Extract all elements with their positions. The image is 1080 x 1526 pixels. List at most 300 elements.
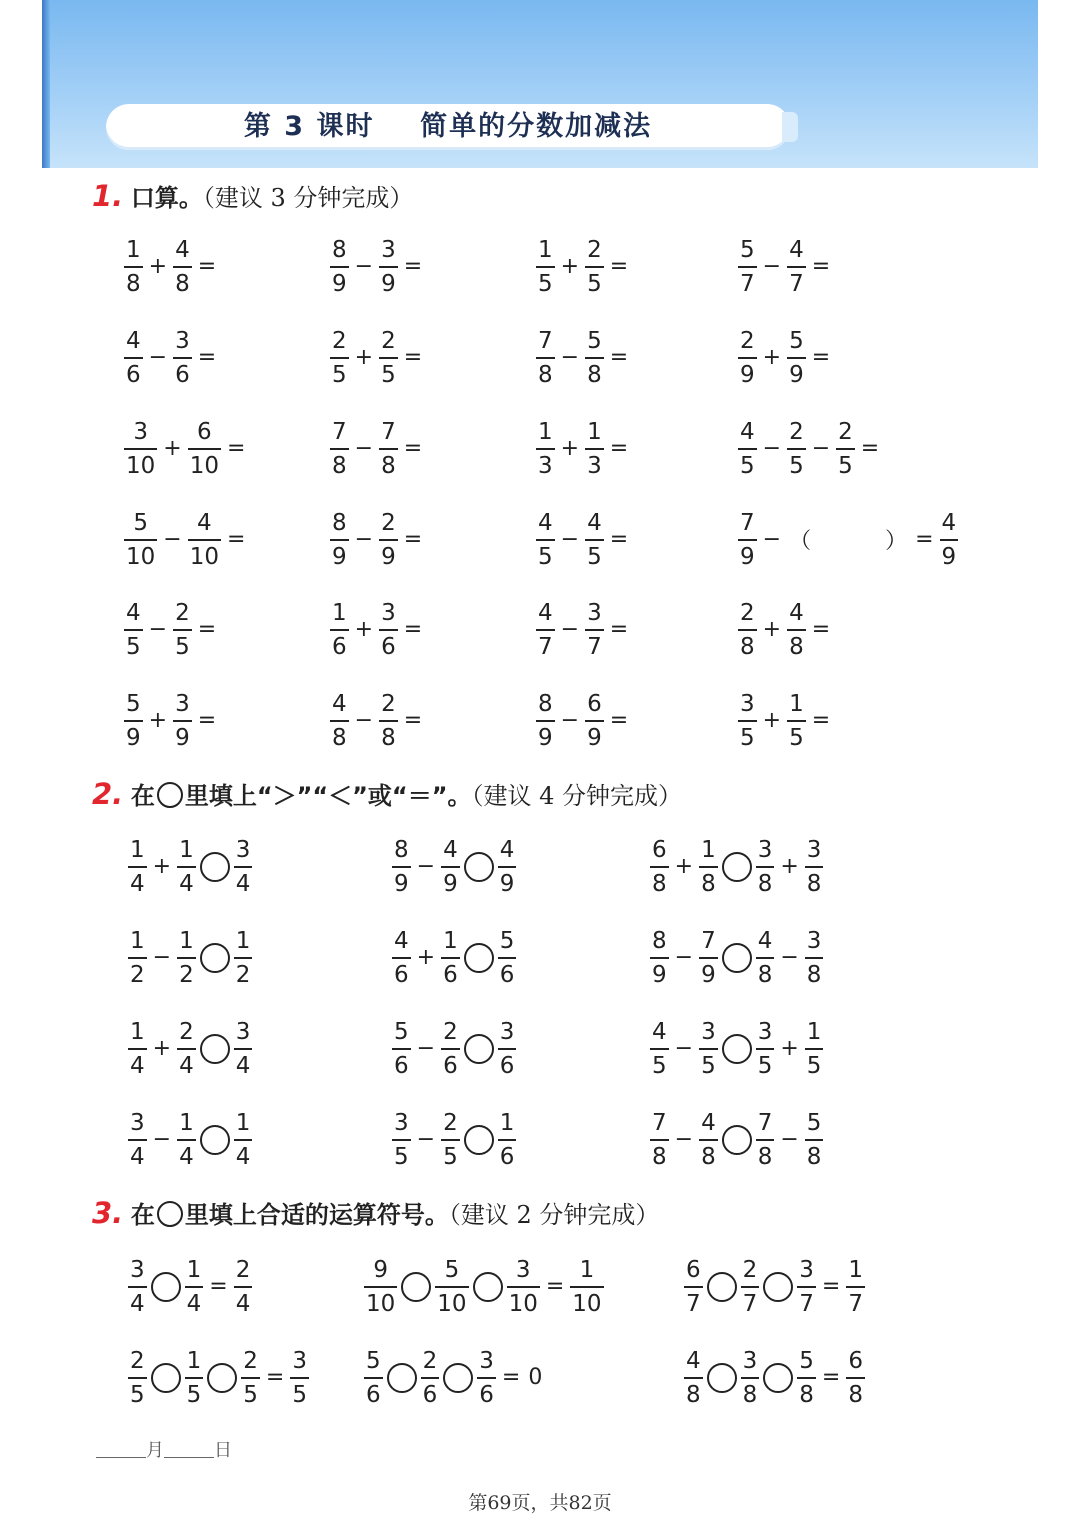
denominator: 10 [189,452,219,479]
numerator: 6 [686,1257,701,1283]
fraction-bar [441,1139,460,1141]
denominator: 6 [499,1052,515,1079]
numerator: 1 [538,419,553,445]
fraction-bar [741,1286,760,1288]
section-3-title-before: 在 [130,1201,155,1229]
denominator: 5 [538,270,553,297]
denominator: 8 [757,1143,773,1170]
denominator: 10 [366,1290,396,1317]
numerator: 2 [332,328,347,354]
fraction-bar [536,720,555,722]
numerator: 2 [740,328,755,354]
denominator: 5 [243,1381,258,1408]
operator: + [762,708,782,734]
fraction [496,1109,519,1171]
fraction [122,599,145,661]
compare-circle-0[interactable] [464,943,494,973]
fraction-bar [738,629,757,631]
fraction [328,690,351,752]
fraction-bar [392,1139,411,1141]
fraction-bar [379,629,398,631]
compare-circle-0[interactable] [200,943,230,973]
numerator: 1 [538,237,553,263]
fraction-bar [805,957,824,959]
fraction [433,1256,470,1318]
fraction [126,1018,149,1080]
denominator: 8 [740,633,755,660]
fraction-bar [738,357,757,359]
fraction-bar [234,1139,253,1141]
operator: − [148,617,168,643]
fraction-bar [330,539,349,541]
operator-circle-0[interactable] [707,1363,737,1393]
numerator: 1 [499,1110,515,1136]
denominator: 5 [740,452,755,479]
fraction-bar [787,357,806,359]
fraction [126,927,149,989]
operator-circle-1[interactable] [207,1363,237,1393]
fraction-bar [330,720,349,722]
numerator: 7 [381,419,396,445]
fraction-bar [234,957,253,959]
fraction [803,927,826,989]
denominator: 7 [799,1290,814,1317]
fraction [583,509,606,571]
operator-circle-0[interactable] [707,1272,737,1302]
fraction [754,836,777,898]
numerator: 3 [479,1348,494,1374]
denominator: 9 [740,361,755,388]
fraction-bar [536,539,555,541]
fraction [175,927,198,989]
fraction [232,836,255,898]
numerator: 5 [799,1348,814,1374]
denominator: 4 [235,1052,251,1079]
fraction [697,836,720,898]
equals-sign: = [811,254,831,280]
numerator: 1 [186,1257,202,1283]
problem-1-1-1 [122,236,220,298]
compare-circle-0[interactable] [200,1034,230,1064]
fraction-bar [787,266,806,268]
problem-3-2-3 [682,1347,867,1409]
operator: （ [789,529,812,555]
numerator: 7 [757,1110,773,1136]
denominator: 9 [652,961,667,988]
operator: + [674,854,694,880]
problem-2-4-3 [648,1109,825,1171]
fraction-bar [797,1377,816,1379]
problem-1-6-2 [328,690,426,752]
fraction-bar [392,1048,411,1050]
fraction [439,1018,462,1080]
compare-circle-0[interactable] [722,1125,752,1155]
fraction-bar [477,1377,496,1379]
fraction [648,1109,671,1171]
fraction-bar [185,1377,204,1379]
numerator: 2 [381,328,396,354]
fraction [648,836,671,898]
lesson-title: 第 3 课时 简单的分数加减法 [243,111,653,142]
numerator: 5 [366,1348,381,1374]
denominator: 6 [422,1381,438,1408]
denominator: 8 [652,870,667,897]
compare-circle-0[interactable] [200,852,230,882]
operator-circle-1[interactable] [763,1272,793,1302]
fraction [785,418,808,480]
problem-2-4-2 [390,1109,518,1171]
equals-sign: = [501,1365,521,1391]
fraction [171,599,194,661]
numerator: 9 [373,1257,388,1283]
answer-circle-icon [157,782,183,808]
operator: − [560,617,580,643]
fraction [377,509,400,571]
denominator: 4 [235,870,251,897]
month-blank[interactable] [96,1439,146,1458]
fraction-bar [124,629,143,631]
operator-circle-1[interactable] [443,1363,473,1393]
denominator: 9 [789,361,804,388]
numerator: 3 [806,928,822,954]
fraction [390,1109,413,1171]
denominator: 4 [179,870,194,897]
fraction-bar [128,1377,147,1379]
operator: − [354,708,374,734]
numerator: 4 [701,1110,716,1136]
compare-circle-0[interactable] [464,852,494,882]
fraction [328,327,351,389]
problem-3-1-3 [682,1256,867,1318]
operator-circle-1[interactable] [473,1272,503,1302]
fraction [239,1347,262,1409]
compare-circle-0[interactable] [722,943,752,973]
denominator: 5 [587,543,602,570]
denominator: 7 [740,270,755,297]
compare-circle-0[interactable] [722,852,752,882]
fraction [183,1347,206,1409]
problem-2-3-1 [126,1018,254,1080]
problem-1-2-3 [534,327,632,389]
fraction-bar [699,1139,718,1141]
numerator: 1 [848,1257,863,1283]
denominator: 8 [806,1143,822,1170]
problem-2-1-2 [390,836,518,898]
denominator: 6 [175,361,190,388]
fraction [390,927,413,989]
fraction [834,418,857,480]
equals-sign: = [609,617,629,643]
numerator: 6 [197,419,212,445]
denominator: 4 [235,1290,251,1317]
fraction [126,1256,149,1318]
problem-3-2-1 [126,1347,311,1409]
denominator: 8 [757,961,773,988]
numerator: 3 [175,691,190,717]
numerator: 8 [538,691,553,717]
numerator: 3 [235,1019,251,1045]
numerator: 3 [130,1257,145,1283]
denominator: 5 [806,1052,822,1079]
fraction [328,599,351,661]
problem-2-2-1 [126,927,254,989]
denominator: 4 [130,870,145,897]
equals-sign: = [821,1365,841,1391]
equals-sign: = [209,1274,228,1300]
fraction-bar [330,629,349,631]
fraction-bar [392,957,411,959]
fraction [736,418,759,480]
equals-sign: = [403,436,423,462]
denominator: 4 [179,1143,194,1170]
numerator: 4 [499,837,515,863]
fraction-bar [330,266,349,268]
fraction [377,236,400,298]
operator: − [152,945,172,971]
section-2-number: 2. [92,777,124,811]
numerator: 4 [789,600,804,626]
section-2-title-after: 里填上“＞”“＜”或“＝”。 [184,782,472,810]
numerator: 1 [235,928,251,954]
fraction-bar [787,629,806,631]
denominator: 5 [175,633,190,660]
fraction-bar [756,866,775,868]
fraction [122,236,145,298]
operator: − [762,254,782,280]
denominator: 9 [394,870,409,897]
numerator: 8 [332,510,347,536]
fraction [377,418,400,480]
numerator: 5 [394,1019,409,1045]
fraction [496,1018,519,1080]
fraction-bar [173,720,192,722]
numerator: 3 [515,1257,531,1283]
compare-circle-0[interactable] [464,1125,494,1155]
problem-3-2-2 [362,1347,546,1409]
operator: − [354,436,374,462]
operator-circle-0[interactable] [151,1272,181,1302]
section-3-heading [92,1195,659,1231]
denominator: 5 [789,452,804,479]
operator: − [674,945,694,971]
fraction-bar [234,866,253,868]
fraction-bar [441,957,460,959]
numerator: 8 [652,928,667,954]
fraction-bar [290,1377,309,1379]
fraction [126,836,149,898]
problem-1-5-3 [534,599,632,661]
operator: − [560,345,580,371]
fraction-bar [498,957,517,959]
equals-sign: = [403,708,423,734]
fraction-bar [128,866,147,868]
operator: − [354,527,374,553]
denominator: 8 [701,1143,716,1170]
numerator: 1 [179,1110,194,1136]
denominator: 8 [381,452,396,479]
numerator: 2 [179,1019,194,1045]
fraction [232,1109,255,1171]
operator: − [163,527,182,553]
fraction [328,236,351,298]
operator-circle-0[interactable] [387,1363,417,1393]
fraction-bar [570,1286,603,1288]
numerator: 2 [243,1348,258,1374]
fraction [697,1018,720,1080]
fraction [232,1018,255,1080]
fraction [844,1347,867,1409]
compare-circle-0[interactable] [722,1034,752,1064]
fraction [795,1256,818,1318]
fraction [534,509,557,571]
numerator: 3 [740,691,755,717]
numerator: 7 [538,328,553,354]
fraction-bar [188,539,221,541]
denominator: 9 [332,543,347,570]
denominator: 5 [186,1381,202,1408]
equals-sign: = [197,617,217,643]
fraction [736,509,759,571]
numerator: 3 [587,600,602,626]
section-3-title-after: 里填上合适的运算符号。 [184,1201,449,1229]
fraction [171,690,194,752]
fraction [803,1018,826,1080]
numerator: 4 [443,837,458,863]
denominator: 6 [499,1143,515,1170]
operator: − [416,1127,436,1153]
denominator: 6 [381,633,396,660]
numerator: 3 [130,1110,145,1136]
denominator: 8 [799,1381,814,1408]
numerator: 1 [179,928,194,954]
fraction-bar [241,1377,260,1379]
fraction-bar [684,1377,703,1379]
numerator: 6 [587,691,602,717]
operator: + [780,854,799,880]
operator-circle-1[interactable] [763,1363,793,1393]
problem-2-1-1 [126,836,254,898]
section-1-note: （建议 3 分钟完成） [202,184,414,212]
operator: + [152,854,172,880]
fraction-bar [846,1286,865,1288]
fraction [122,327,145,389]
operator: + [354,345,374,371]
fraction [328,509,351,571]
numerator: 3 [799,1257,814,1283]
problem-1-1-2 [328,236,426,298]
operator: + [780,1036,799,1062]
fraction-bar [379,720,398,722]
operator: 0 [528,1365,543,1391]
equals-sign: = [860,436,880,462]
fraction-bar [392,866,411,868]
fraction [583,599,606,661]
equals-sign: = [609,708,629,734]
denominator: 7 [686,1290,701,1317]
numerator: 8 [332,237,347,263]
denominator: 10 [572,1290,602,1317]
denominator: 5 [789,724,804,751]
fraction-bar [756,1139,775,1141]
operator-circle-0[interactable] [401,1272,431,1302]
fraction [475,1347,498,1409]
denominator: 5 [394,1143,409,1170]
fraction-bar [330,357,349,359]
numerator: 4 [587,510,602,536]
fraction [505,1256,542,1318]
denominator: 5 [701,1052,716,1079]
fraction-bar [756,957,775,959]
fraction [175,1109,198,1171]
equals-sign: = [197,708,217,734]
fraction-bar [585,266,604,268]
fraction-bar [177,1048,196,1050]
equals-sign: = [609,436,629,462]
fraction-bar [650,1139,669,1141]
problem-1-5-4 [736,599,834,661]
compare-circle-0[interactable] [464,1034,494,1064]
denominator: 5 [292,1381,307,1408]
fraction-bar [536,629,555,631]
denominator: 7 [848,1290,863,1317]
operator-circle-0[interactable] [151,1363,181,1393]
day-blank[interactable] [164,1439,214,1458]
equals-sign: = [197,345,217,371]
numerator: 2 [175,600,190,626]
equals-sign: = [811,617,831,643]
numerator: 3 [701,1019,716,1045]
denominator: 5 [443,1143,458,1170]
section-2-note: （建议 4 分钟完成） [471,782,683,810]
fraction-bar [124,357,143,359]
denominator: 6 [394,1052,409,1079]
fraction-bar [684,1286,703,1288]
fraction-bar [177,866,196,868]
numerator: 1 [179,837,194,863]
fraction-bar [124,448,157,450]
fraction-bar [836,448,855,450]
fraction [938,509,961,571]
denominator: 6 [126,361,141,388]
fraction-bar [421,1377,440,1379]
denominator: 10 [126,452,156,479]
fraction [534,690,557,752]
denominator: 6 [366,1381,381,1408]
fraction-bar [379,539,398,541]
fraction-bar [128,1139,147,1141]
problem-1-6-1 [122,690,220,752]
fraction [785,599,808,661]
denominator: 5 [126,633,141,660]
equals-sign: = [609,345,629,371]
numerator: 5 [740,237,755,263]
fraction [390,836,413,898]
compare-circle-0[interactable] [200,1125,230,1155]
problem-1-1-3 [534,236,632,298]
numerator: 4 [538,600,553,626]
fraction-bar [435,1286,468,1288]
operator: + [163,436,182,462]
fraction-bar [650,866,669,868]
operator: − [674,1127,694,1153]
fraction [126,1347,149,1409]
denominator: 4 [130,1290,145,1317]
problem-1-6-3 [534,690,632,752]
denominator: 8 [742,1381,758,1408]
fraction [785,327,808,389]
fraction-bar [741,1377,760,1379]
numerator: 1 [332,600,347,626]
